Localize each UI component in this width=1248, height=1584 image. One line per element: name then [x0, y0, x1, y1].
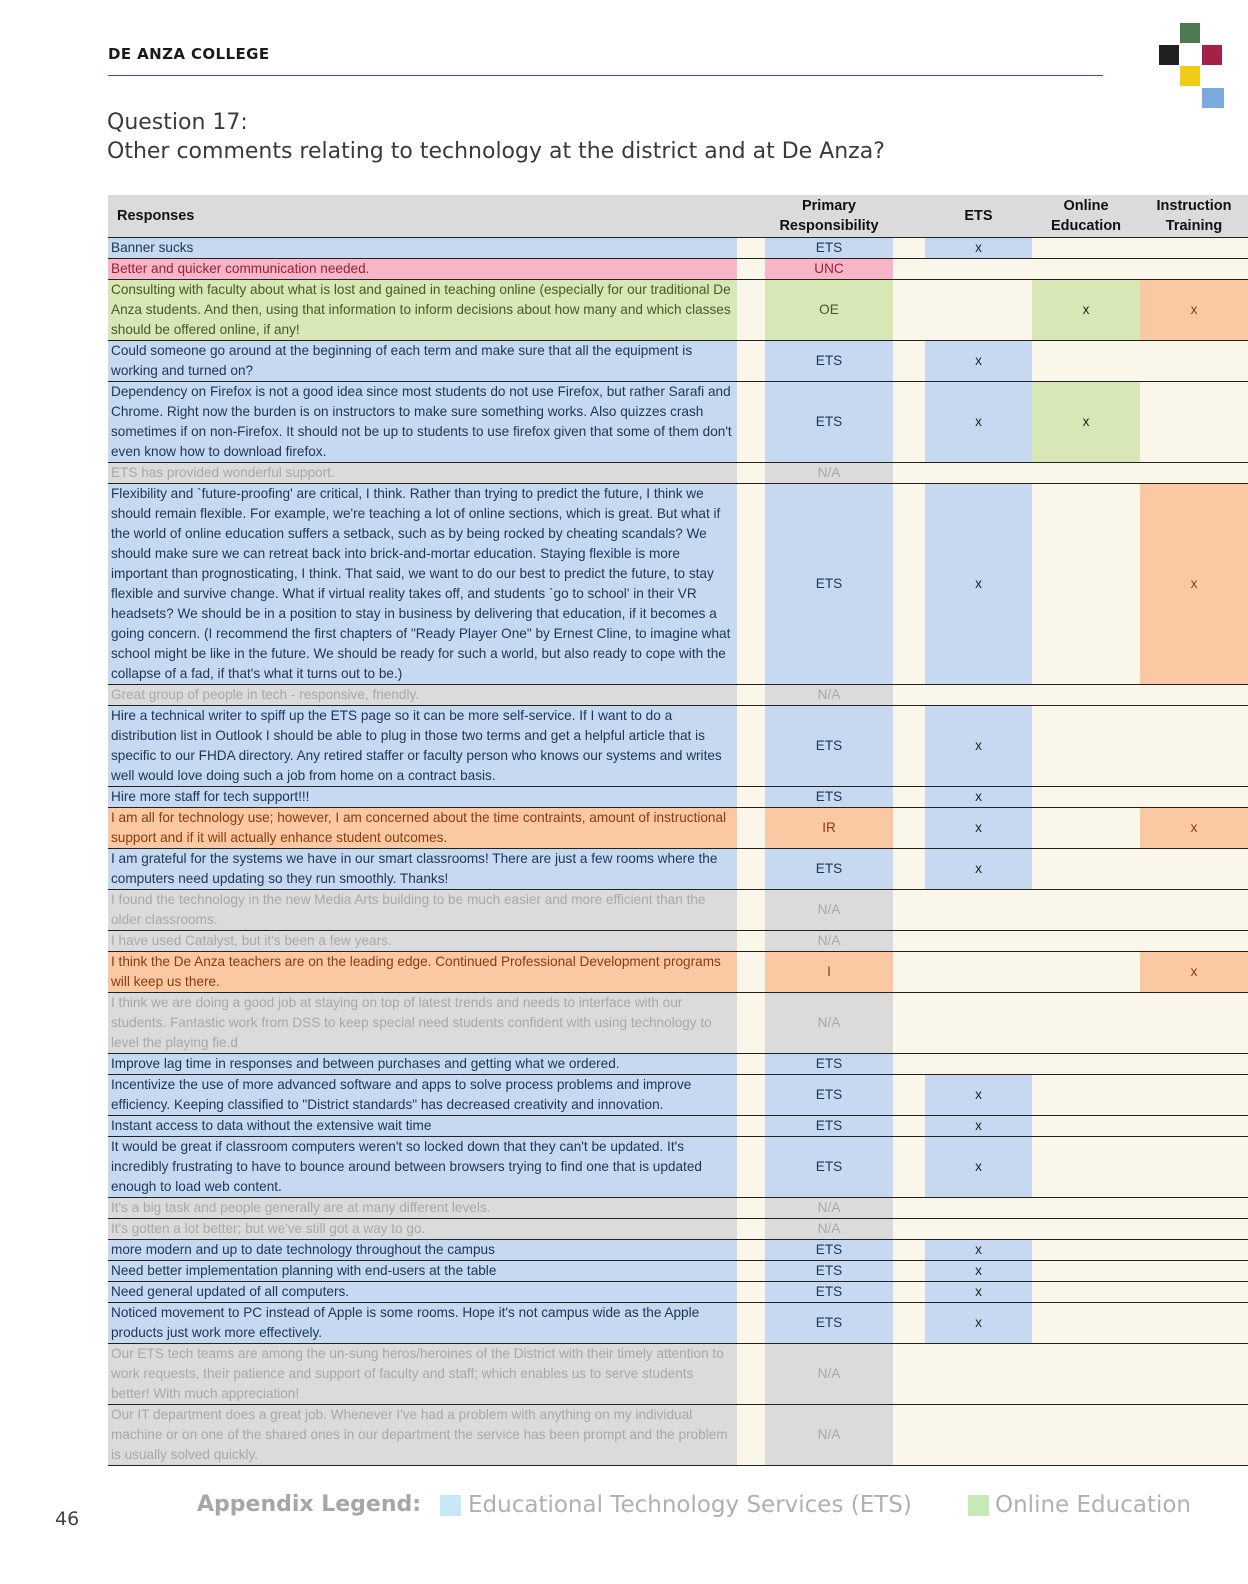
- response-text: Great group of people in tech - responsive, friendly.: [108, 685, 737, 706]
- gap-cell: [737, 1137, 765, 1198]
- gap-cell: [893, 341, 925, 382]
- table-row: [108, 952, 1248, 993]
- response-text: more modern and up to date technology throughout the campus: [108, 1240, 737, 1261]
- response-text: Instant access to data without the extensive wait time: [108, 1116, 737, 1137]
- instruction-training-mark-cell: [1140, 1261, 1248, 1282]
- online-education-mark-cell: [1032, 1303, 1140, 1344]
- gap-cell: [893, 1219, 925, 1240]
- ets-mark-cell: x: [925, 787, 1032, 808]
- gap-cell: [737, 849, 765, 890]
- responses-table: [108, 195, 1248, 1466]
- gap-cell: [737, 280, 765, 341]
- gap-cell: [737, 382, 765, 463]
- gap-cell: [893, 1261, 925, 1282]
- instruction-training-mark-cell: x: [1140, 484, 1248, 685]
- ets-mark-cell: x: [925, 808, 1032, 849]
- primary-responsibility-cell: ETS: [765, 849, 893, 890]
- online-education-mark-cell: [1032, 1344, 1140, 1405]
- online-education-mark-cell: x: [1032, 280, 1140, 341]
- ets-mark-cell: x: [925, 1116, 1032, 1137]
- logo-square-green: [1180, 23, 1200, 43]
- table-row: [108, 280, 1248, 341]
- gap-cell: [737, 1054, 765, 1075]
- ets-mark-cell: x: [925, 1240, 1032, 1261]
- ets-mark-cell: [925, 890, 1032, 931]
- gap-cell: [737, 1198, 765, 1219]
- ets-mark-cell: [925, 952, 1032, 993]
- gap-cell: [893, 1240, 925, 1261]
- table-row: [108, 808, 1248, 849]
- gap-cell: [737, 890, 765, 931]
- primary-responsibility-cell: N/A: [765, 1405, 893, 1466]
- instruction-training-mark-cell: [1140, 849, 1248, 890]
- ets-mark-cell: x: [925, 706, 1032, 787]
- response-text: Our ETS tech teams are among the un-sung heros/heroines of the District with their timely attention to work requests, their patience and support of faculty and staff; which enables us to serve students better! With much appreciation!: [108, 1344, 737, 1405]
- ets-mark-cell: [925, 1054, 1032, 1075]
- instruction-training-mark-cell: [1140, 1344, 1248, 1405]
- primary-responsibility-cell: I: [765, 952, 893, 993]
- table-row: [108, 787, 1248, 808]
- instruction-training-mark-cell: [1140, 238, 1248, 259]
- response-text: Improve lag time in responses and between purchases and getting what we ordered.: [108, 1054, 737, 1075]
- instruction-training-mark-cell: [1140, 685, 1248, 706]
- table-row: [108, 849, 1248, 890]
- gap-cell: [737, 484, 765, 685]
- instruction-training-mark-cell: [1140, 1240, 1248, 1261]
- header-primary-responsibility: Primary Responsibility: [765, 195, 893, 238]
- response-text: Consulting with faculty about what is lost and gained in teaching online (especially for our traditional De Anza students. And then, using that information to inform decisions about how many and which classes should be offered online, if any!: [108, 280, 737, 341]
- primary-responsibility-cell: ETS: [765, 787, 893, 808]
- online-education-mark-cell: [1032, 1240, 1140, 1261]
- header-divider: [108, 75, 1103, 76]
- primary-responsibility-cell: N/A: [765, 685, 893, 706]
- primary-responsibility-cell: UNC: [765, 259, 893, 280]
- ets-mark-cell: [925, 1198, 1032, 1219]
- table-row: [108, 890, 1248, 931]
- response-text: Need general updated of all computers.: [108, 1282, 737, 1303]
- gap-cell: [893, 1282, 925, 1303]
- table-row: [108, 382, 1248, 463]
- gap-cell: [737, 1405, 765, 1466]
- gap-cell: [893, 280, 925, 341]
- primary-responsibility-cell: ETS: [765, 238, 893, 259]
- gap-cell: [893, 1116, 925, 1137]
- table-row: [108, 1261, 1248, 1282]
- primary-responsibility-cell: ETS: [765, 1116, 893, 1137]
- ets-mark-cell: [925, 931, 1032, 952]
- online-education-mark-cell: [1032, 952, 1140, 993]
- question-number: Question 17:: [107, 110, 248, 135]
- table-row: [108, 341, 1248, 382]
- online-education-mark-cell: [1032, 1116, 1140, 1137]
- gap-cell: [893, 1303, 925, 1344]
- gap-cell: [893, 1405, 925, 1466]
- online-education-mark-cell: [1032, 808, 1140, 849]
- gap-cell: [893, 685, 925, 706]
- table-row: [108, 1282, 1248, 1303]
- header-instruction-training: Instruction Training: [1140, 195, 1248, 238]
- instruction-training-mark-cell: [1140, 787, 1248, 808]
- online-education-mark-cell: [1032, 849, 1140, 890]
- legend-text-online-education: Online Education: [995, 1492, 1192, 1518]
- table-row: [108, 1198, 1248, 1219]
- table-row: [108, 1405, 1248, 1466]
- instruction-training-mark-cell: [1140, 1198, 1248, 1219]
- header-responses: Responses: [108, 195, 737, 238]
- gap-cell: [893, 463, 925, 484]
- primary-responsibility-cell: ETS: [765, 1240, 893, 1261]
- gap-cell: [737, 238, 765, 259]
- gap-cell: [737, 808, 765, 849]
- primary-responsibility-cell: ETS: [765, 1303, 893, 1344]
- ets-mark-cell: x: [925, 849, 1032, 890]
- table-row: [108, 1137, 1248, 1198]
- gap-cell: [893, 1198, 925, 1219]
- response-text: It's a big task and people generally are at many different levels.: [108, 1198, 737, 1219]
- primary-responsibility-cell: ETS: [765, 1075, 893, 1116]
- ets-mark-cell: x: [925, 1137, 1032, 1198]
- gap-cell: [737, 259, 765, 280]
- online-education-mark-cell: [1032, 1075, 1140, 1116]
- primary-responsibility-cell: ETS: [765, 706, 893, 787]
- response-text: ETS has provided wonderful support.: [108, 463, 737, 484]
- gap-cell: [893, 238, 925, 259]
- ets-mark-cell: x: [925, 382, 1032, 463]
- instruction-training-mark-cell: [1140, 463, 1248, 484]
- response-text: Flexibility and `future-proofing' are critical, I think. Rather than trying to predict the future, I think we should remain flexible. For example, we're teaching a lot of online sections, which is great. But what if the world of online education suffers a setback, such as by being rocked by cheating scandals? We should make sure we can retreat back into brick-and-mortar education. Staying flexible is more important than prognosticating, I think. That said, we want to do our best to predict the future, to stay flexible and survive change. What if virtual reality takes off, and students `go to school' in their VR headsets? We should be in a position to stay in business by delivering that education, if it becomes a going concern. (I recommend the first chapters of "Ready Player One" by Ernest Cline, to imagine what school might be like in the future. We should be ready for such a world, but also ready to cope with the collapse of a fad, if that's what it turns out to be.): [108, 484, 737, 685]
- ets-mark-cell: [925, 280, 1032, 341]
- primary-responsibility-cell: ETS: [765, 1261, 893, 1282]
- table-row: [108, 1219, 1248, 1240]
- response-text: Hire more staff for tech support!!!: [108, 787, 737, 808]
- logo-square-blue: [1202, 88, 1224, 108]
- ets-mark-cell: x: [925, 1303, 1032, 1344]
- ets-mark-cell: [925, 993, 1032, 1054]
- response-text: Noticed movement to PC instead of Apple is some rooms. Hope it's not campus wide as the Apple products just work more effectively.: [108, 1303, 737, 1344]
- response-text: Need better implementation planning with end-users at the table: [108, 1261, 737, 1282]
- instruction-training-mark-cell: [1140, 1303, 1248, 1344]
- legend-label: Appendix Legend:: [197, 1492, 422, 1517]
- gap-cell: [893, 808, 925, 849]
- gap-cell: [893, 382, 925, 463]
- page-number: 46: [55, 1508, 80, 1530]
- table-row: [108, 1116, 1248, 1137]
- response-text: Our IT department does a great job. Whenever I've had a problem with anything on my individual machine or on one of the shared ones in our department the service has been prompt and the problem is usually solved quickly.: [108, 1405, 737, 1466]
- instruction-training-mark-cell: [1140, 1054, 1248, 1075]
- response-text: I think the De Anza teachers are on the leading edge. Continued Professional Development programs will keep us there.: [108, 952, 737, 993]
- online-education-mark-cell: x: [1032, 382, 1140, 463]
- gap-cell: [893, 849, 925, 890]
- table-row: [108, 685, 1248, 706]
- ets-mark-cell: x: [925, 1261, 1032, 1282]
- response-text: I am all for technology use; however, I am concerned about the time contraints, amount of instructional support and if it will actually enhance student outcomes.: [108, 808, 737, 849]
- gap-cell: [893, 931, 925, 952]
- table-row: [108, 463, 1248, 484]
- table-row: [108, 993, 1248, 1054]
- legend-swatch-online-education: [968, 1495, 989, 1516]
- ets-mark-cell: x: [925, 1075, 1032, 1116]
- online-education-mark-cell: [1032, 1198, 1140, 1219]
- online-education-mark-cell: [1032, 484, 1140, 685]
- instruction-training-mark-cell: [1140, 1137, 1248, 1198]
- gap-cell: [737, 1344, 765, 1405]
- response-text: I think we are doing a good job at staying on top of latest trends and needs to interface with our students. Fantastic work from DSS to keep special need students confident with using technology to level the playing fie.d: [108, 993, 737, 1054]
- header-online-education: Online Education: [1032, 195, 1140, 238]
- gap-cell: [893, 1075, 925, 1116]
- response-text: Dependency on Firefox is not a good idea since most students do not use Firefox, but rather Sarafi and Chrome. Right now the burden is on instructors to make sure something works. Also quizzes crash sometimes if on non-Firefox. It should not be up to students to use firefox given that some of them don't even know how to download firefox.: [108, 382, 737, 463]
- gap-cell: [737, 463, 765, 484]
- online-education-mark-cell: [1032, 1054, 1140, 1075]
- primary-responsibility-cell: ETS: [765, 484, 893, 685]
- response-text: Hire a technical writer to spiff up the ETS page so it can be more self-service. If I want to do a distribution list in Outlook I should be able to plug in those two terms and get a helpful article that is specific to our FHDA directory. Any retired staffer or faculty person who knows our systems and writes well would love doing such a job from home on a contract basis.: [108, 706, 737, 787]
- table-row: [108, 706, 1248, 787]
- gap-cell: [737, 931, 765, 952]
- ets-mark-cell: [925, 1219, 1032, 1240]
- primary-responsibility-cell: N/A: [765, 890, 893, 931]
- online-education-mark-cell: [1032, 1282, 1140, 1303]
- gap-cell: [737, 1261, 765, 1282]
- table-body: [108, 238, 1248, 1466]
- gap-cell: [893, 952, 925, 993]
- instruction-training-mark-cell: [1140, 1405, 1248, 1466]
- gap-cell: [737, 787, 765, 808]
- legend-text-ets: Educational Technology Services (ETS): [468, 1492, 912, 1518]
- ets-mark-cell: x: [925, 238, 1032, 259]
- logo-square-yellow: [1180, 66, 1200, 86]
- gap-cell: [893, 484, 925, 685]
- table-row: [108, 484, 1248, 685]
- table-row: [108, 1054, 1248, 1075]
- gap-cell: [893, 1137, 925, 1198]
- primary-responsibility-cell: N/A: [765, 931, 893, 952]
- ets-mark-cell: [925, 1405, 1032, 1466]
- header-ets: ETS: [925, 195, 1032, 238]
- gap-cell: [737, 952, 765, 993]
- table-row: [108, 238, 1248, 259]
- online-education-mark-cell: [1032, 1137, 1140, 1198]
- instruction-training-mark-cell: [1140, 382, 1248, 463]
- ets-mark-cell: x: [925, 484, 1032, 685]
- online-education-mark-cell: [1032, 463, 1140, 484]
- table-row: [108, 1303, 1248, 1344]
- table-row: [108, 931, 1248, 952]
- response-text: It would be great if classroom computers weren't so locked down that they can't be updated. It's incredibly frustrating to have to bounce around between browsers trying to find one that is updated enough to load web content.: [108, 1137, 737, 1198]
- response-text: I have used Catalyst, but it's been a few years.: [108, 931, 737, 952]
- header-gap: [737, 195, 765, 238]
- gap-cell: [893, 890, 925, 931]
- primary-responsibility-cell: OE: [765, 280, 893, 341]
- primary-responsibility-cell: N/A: [765, 1198, 893, 1219]
- response-text: Incentivize the use of more advanced software and apps to solve process problems and improve efficiency. Keeping classified to "District standards" has decreased creativity and innovation.: [108, 1075, 737, 1116]
- gap-cell: [893, 993, 925, 1054]
- instruction-training-mark-cell: [1140, 1219, 1248, 1240]
- gap-cell: [893, 706, 925, 787]
- instruction-training-mark-cell: [1140, 259, 1248, 280]
- instruction-training-mark-cell: [1140, 1282, 1248, 1303]
- online-education-mark-cell: [1032, 259, 1140, 280]
- ets-mark-cell: [925, 1344, 1032, 1405]
- header-gap: [893, 195, 925, 238]
- online-education-mark-cell: [1032, 890, 1140, 931]
- primary-responsibility-cell: N/A: [765, 1344, 893, 1405]
- response-text: I am grateful for the systems we have in our smart classrooms! There are just a few rooms where the computers need updating so they run smoothly. Thanks!: [108, 849, 737, 890]
- gap-cell: [737, 1303, 765, 1344]
- question-text: Other comments relating to technology at the district and at De Anza?: [107, 139, 885, 164]
- logo-square-black: [1159, 45, 1179, 65]
- ets-mark-cell: [925, 259, 1032, 280]
- primary-responsibility-cell: ETS: [765, 341, 893, 382]
- primary-responsibility-cell: N/A: [765, 1219, 893, 1240]
- instruction-training-mark-cell: [1140, 341, 1248, 382]
- responses-table-container: [108, 195, 1232, 1462]
- online-education-mark-cell: [1032, 238, 1140, 259]
- primary-responsibility-cell: ETS: [765, 382, 893, 463]
- instruction-training-mark-cell: [1140, 993, 1248, 1054]
- table-row: [108, 1344, 1248, 1405]
- online-education-mark-cell: [1032, 1261, 1140, 1282]
- ets-mark-cell: [925, 685, 1032, 706]
- instruction-training-mark-cell: [1140, 706, 1248, 787]
- legend-swatch-ets: [440, 1495, 461, 1516]
- gap-cell: [737, 341, 765, 382]
- table-row: [108, 1240, 1248, 1261]
- primary-responsibility-cell: ETS: [765, 1054, 893, 1075]
- instruction-training-mark-cell: [1140, 1116, 1248, 1137]
- primary-responsibility-cell: N/A: [765, 993, 893, 1054]
- response-text: It's gotten a lot better; but we've still got a way to go.: [108, 1219, 737, 1240]
- online-education-mark-cell: [1032, 706, 1140, 787]
- college-name: DE ANZA COLLEGE: [108, 45, 270, 63]
- instruction-training-mark-cell: x: [1140, 808, 1248, 849]
- primary-responsibility-cell: N/A: [765, 463, 893, 484]
- gap-cell: [737, 1116, 765, 1137]
- logo-square-red: [1202, 45, 1222, 65]
- primary-responsibility-cell: ETS: [765, 1137, 893, 1198]
- gap-cell: [737, 706, 765, 787]
- online-education-mark-cell: [1032, 1405, 1140, 1466]
- table-row: [108, 259, 1248, 280]
- gap-cell: [737, 1282, 765, 1303]
- instruction-training-mark-cell: x: [1140, 952, 1248, 993]
- gap-cell: [893, 1344, 925, 1405]
- gap-cell: [737, 685, 765, 706]
- response-text: Banner sucks: [108, 238, 737, 259]
- online-education-mark-cell: [1032, 1219, 1140, 1240]
- gap-cell: [893, 787, 925, 808]
- question-heading: [107, 108, 885, 166]
- online-education-mark-cell: [1032, 787, 1140, 808]
- primary-responsibility-cell: ETS: [765, 1282, 893, 1303]
- gap-cell: [893, 1054, 925, 1075]
- response-text: Better and quicker communication needed.: [108, 259, 737, 280]
- online-education-mark-cell: [1032, 685, 1140, 706]
- instruction-training-mark-cell: [1140, 931, 1248, 952]
- response-text: Could someone go around at the beginning of each term and make sure that all the equipment is working and turned on?: [108, 341, 737, 382]
- table-row: [108, 1075, 1248, 1116]
- primary-responsibility-cell: IR: [765, 808, 893, 849]
- instruction-training-mark-cell: [1140, 1075, 1248, 1116]
- ets-mark-cell: x: [925, 1282, 1032, 1303]
- online-education-mark-cell: [1032, 341, 1140, 382]
- gap-cell: [737, 993, 765, 1054]
- table-header-row: [108, 195, 1248, 238]
- instruction-training-mark-cell: [1140, 890, 1248, 931]
- online-education-mark-cell: [1032, 993, 1140, 1054]
- ets-mark-cell: [925, 463, 1032, 484]
- gap-cell: [737, 1240, 765, 1261]
- gap-cell: [737, 1075, 765, 1116]
- instruction-training-mark-cell: x: [1140, 280, 1248, 341]
- ets-mark-cell: x: [925, 341, 1032, 382]
- gap-cell: [737, 1219, 765, 1240]
- gap-cell: [893, 259, 925, 280]
- response-text: I found the technology in the new Media Arts building to be much easier and more efficient than the older classrooms.: [108, 890, 737, 931]
- online-education-mark-cell: [1032, 931, 1140, 952]
